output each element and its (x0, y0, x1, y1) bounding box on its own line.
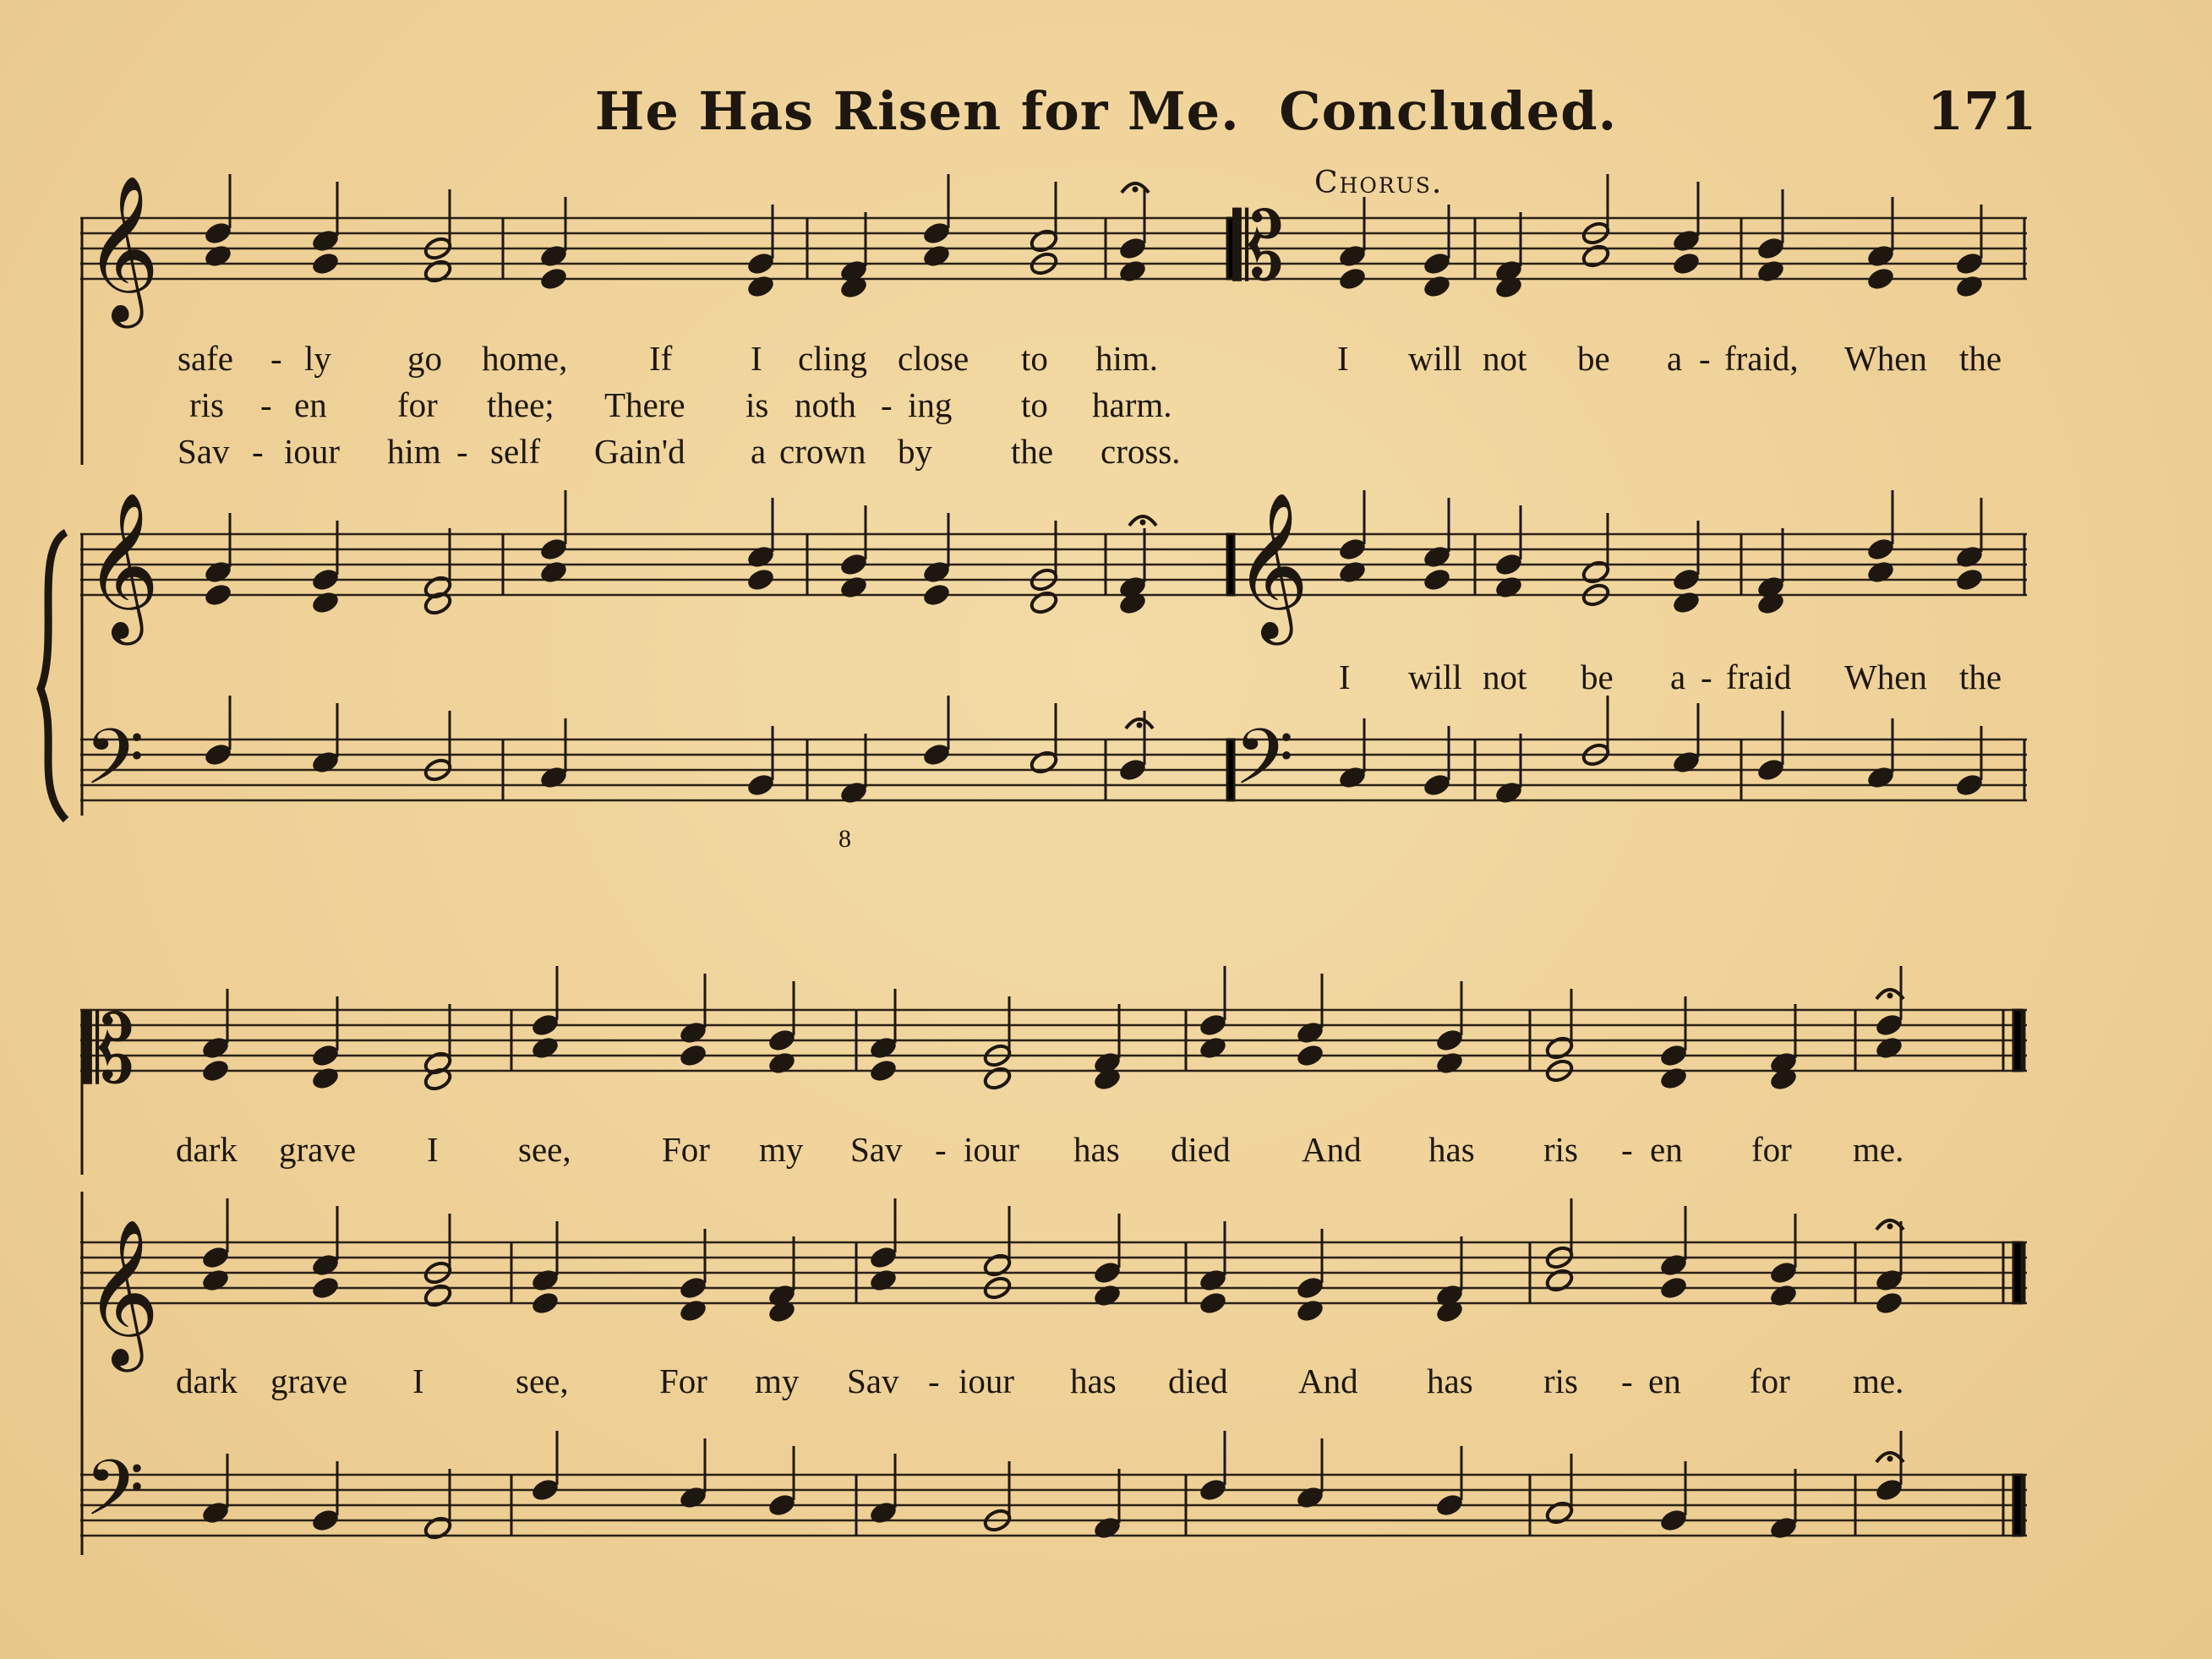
notehead (1494, 780, 1524, 806)
lyric-syllable: the (1959, 339, 2002, 378)
lyric-syllable: fraid (1726, 658, 1792, 696)
lyric-syllable: see, (518, 1130, 571, 1169)
notehead (1198, 1012, 1228, 1039)
notehead (1422, 274, 1452, 300)
lyric-syllable: died (1171, 1130, 1231, 1169)
notehead (200, 1500, 231, 1526)
lyric-syllable: When (1844, 339, 1927, 378)
lyric-syllable: fraid, (1724, 339, 1799, 378)
fermata-dot (1887, 1456, 1892, 1461)
notehead (1756, 259, 1786, 285)
lyric-syllable: has (1428, 1130, 1475, 1169)
notehead (1434, 1051, 1465, 1077)
lyric-syllable: my (755, 1362, 800, 1400)
lyric-syllable: harm. (1092, 385, 1172, 424)
lyric-syllable: for (1751, 1130, 1792, 1169)
lyric-hyphen: - (252, 432, 264, 471)
notehead (1092, 1515, 1122, 1542)
lyric-syllable: grave (270, 1362, 348, 1400)
notehead (1658, 1066, 1689, 1092)
lyric-syllable: close (898, 339, 969, 378)
lyric-syllable: the (1011, 432, 1054, 471)
notehead (921, 582, 952, 608)
bass-clef-icon: 𝄢 (1234, 712, 1294, 821)
lyric-syllable: I (1337, 339, 1349, 378)
double-barline (1227, 739, 1234, 800)
lyric-syllable: self (490, 432, 541, 471)
lyric-syllable: has (1073, 1130, 1120, 1169)
page-number: 171 (1927, 80, 2037, 142)
notehead (767, 1051, 797, 1077)
notehead (1337, 243, 1368, 270)
notehead (1865, 266, 1896, 292)
notehead (1337, 537, 1368, 563)
notehead (1671, 750, 1701, 776)
alto-clef-icon: 𝄡 (83, 996, 135, 1104)
lyric-syllable: dark (176, 1362, 238, 1400)
notehead (1295, 1275, 1325, 1302)
lyric-syllable: a (751, 432, 767, 471)
lyric-syllable: my (759, 1130, 804, 1169)
lyric-hyphen: - (1621, 1362, 1633, 1400)
notehead (1865, 537, 1896, 563)
notes (200, 174, 1985, 1541)
notehead (1768, 1283, 1799, 1309)
lyric-hyphen: - (456, 432, 468, 471)
notehead (1337, 266, 1368, 292)
notehead (1092, 1260, 1122, 1286)
notehead (200, 1058, 231, 1084)
notehead (1198, 1291, 1228, 1317)
lyric-syllable: him (387, 432, 441, 471)
notehead (1756, 236, 1786, 262)
treble-clef-icon: 𝄞 (85, 175, 160, 322)
notehead (1198, 1035, 1228, 1061)
lyric-hyphen: - (1699, 339, 1711, 378)
notehead (1671, 228, 1701, 254)
double-barline (1227, 534, 1234, 595)
notehead (1658, 1275, 1689, 1302)
notehead (1434, 1493, 1465, 1519)
notehead (1954, 544, 1985, 570)
lyric-syllable: be (1577, 339, 1610, 378)
lyric-hyphen: - (260, 385, 272, 424)
notehead (310, 567, 341, 593)
notehead (868, 1268, 898, 1294)
notehead (1337, 559, 1368, 586)
notehead (1117, 259, 1148, 285)
notehead (1434, 1028, 1465, 1054)
lyric-syllable: There (604, 385, 685, 424)
notehead (1422, 251, 1452, 277)
notehead (1422, 567, 1452, 593)
lyric-syllable: the (1959, 658, 2002, 696)
lyric-syllable: noth (795, 385, 856, 424)
lyric-syllable: has (1427, 1362, 1473, 1400)
notehead (203, 559, 233, 586)
lyric-syllable: me. (1853, 1130, 1904, 1169)
lyric-syllable: en (294, 385, 327, 424)
lyric-syllable: me. (1853, 1362, 1904, 1400)
notehead (200, 1035, 231, 1061)
bass-clef-icon: 𝄢 (85, 1443, 145, 1552)
final-barline (2013, 1475, 2022, 1536)
notehead (1198, 1477, 1228, 1503)
lyric-syllable: a (1670, 658, 1686, 696)
notehead (746, 251, 776, 277)
alto-clef-icon: 𝄡 (1232, 193, 1285, 301)
notehead (310, 590, 341, 616)
notehead (1198, 1268, 1228, 1294)
notehead (310, 1275, 341, 1302)
notehead (310, 228, 341, 254)
lyric-syllable: cling (798, 339, 867, 378)
notehead (1671, 567, 1701, 593)
lyric-syllable: dark (176, 1130, 238, 1169)
fermata-dot (1140, 520, 1145, 525)
notehead (1874, 1477, 1904, 1503)
notehead (203, 742, 233, 768)
notehead (1658, 1043, 1689, 1069)
lyric-syllable: for (397, 385, 438, 424)
notehead (530, 1268, 560, 1294)
notehead (1954, 274, 1985, 300)
lyric-syllable: For (659, 1362, 707, 1400)
notehead (310, 1066, 341, 1092)
notehead (678, 1485, 708, 1511)
notehead (1029, 228, 1059, 254)
notehead (310, 1252, 341, 1279)
notehead (538, 559, 569, 586)
notehead (1544, 1035, 1575, 1061)
notehead (1422, 544, 1452, 570)
notehead (310, 251, 341, 277)
notehead (1581, 559, 1611, 586)
lyric-syllable: iour (964, 1130, 1020, 1169)
lyric-syllable: Sav (847, 1362, 899, 1400)
notehead (1494, 575, 1524, 601)
notehead (1295, 1020, 1325, 1046)
title-suffix: Concluded. (1279, 80, 1618, 142)
notehead (921, 559, 952, 586)
notehead (1865, 559, 1896, 586)
lyric-syllable: crown (779, 432, 866, 471)
notehead (538, 266, 569, 292)
fermata-dot (1887, 1224, 1892, 1229)
notehead (1671, 590, 1701, 616)
lyric-syllable: thee; (487, 385, 554, 424)
notehead (868, 1500, 898, 1526)
notehead (538, 765, 569, 791)
notehead (746, 772, 776, 799)
lyric-syllable: is (746, 385, 769, 424)
notehead (982, 1066, 1013, 1092)
notehead (203, 243, 233, 270)
lyric-syllable: If (649, 339, 673, 378)
notehead (1874, 1291, 1904, 1317)
notehead (1544, 1268, 1575, 1294)
lyric-syllable: will (1408, 339, 1462, 378)
lyric-syllable: has (1070, 1362, 1117, 1400)
lyric-syllable: en (1650, 1130, 1683, 1169)
treble-clef-icon: 𝄞 (85, 492, 160, 639)
lyric-syllable: ing (908, 385, 953, 424)
notehead (921, 221, 952, 247)
notehead (200, 1268, 231, 1294)
notehead (1865, 243, 1896, 270)
notehead (1295, 1043, 1325, 1069)
lyric-syllable: home, (482, 339, 568, 378)
notehead (423, 1515, 453, 1542)
notehead (1671, 251, 1701, 277)
lyric-syllable: I (1339, 658, 1351, 696)
notehead (767, 1493, 797, 1519)
notehead (1768, 1260, 1799, 1286)
notehead (1768, 1515, 1799, 1542)
lyric-syllable: cross. (1101, 432, 1181, 471)
notehead (868, 1058, 898, 1084)
notehead (423, 1283, 453, 1309)
notehead (1658, 1508, 1689, 1534)
notehead (1117, 757, 1148, 783)
notehead (203, 582, 233, 608)
lyric-hyphen: - (881, 385, 893, 424)
lyric-syllable: grave (279, 1130, 357, 1169)
lyric-syllable: I (427, 1130, 439, 1169)
notehead (1581, 243, 1611, 270)
clefs (83, 175, 1309, 1552)
lyric-syllable: ris (1543, 1130, 1578, 1169)
notehead (1658, 1252, 1689, 1279)
lyric-hyphen: - (1701, 658, 1712, 696)
notehead (838, 552, 869, 578)
notehead (1954, 772, 1985, 799)
notehead (982, 1252, 1013, 1279)
notehead (1422, 772, 1452, 799)
lyric-syllable: died (1168, 1362, 1228, 1400)
lyric-syllable: not (1483, 339, 1527, 378)
notehead (1337, 765, 1368, 791)
notehead (868, 1245, 898, 1271)
lyric-syllable: be (1581, 658, 1614, 696)
notehead (1295, 1485, 1325, 1511)
notehead (423, 259, 453, 285)
notehead (200, 1245, 231, 1271)
lyric-syllable: en (1648, 1362, 1681, 1400)
final-barline (2013, 1010, 2022, 1071)
lyric-syllable: will (1408, 658, 1462, 696)
notehead (678, 1020, 708, 1046)
lyric-syllable: iour (959, 1362, 1015, 1400)
notehead (538, 243, 569, 270)
lyric-syllable: for (1750, 1362, 1790, 1400)
lyric-syllable: safe (178, 339, 234, 378)
treble-clef-icon: 𝄞 (1234, 492, 1309, 639)
notehead (1117, 236, 1148, 262)
bass-clef-icon: 𝄢 (85, 712, 145, 821)
brace-icon (41, 532, 66, 820)
notehead (530, 1035, 560, 1061)
fermata-dot (1133, 187, 1138, 192)
notehead (746, 274, 776, 300)
lyric-syllable: ly (304, 339, 331, 378)
lyric-syllable: When (1844, 658, 1927, 696)
notehead (1874, 1012, 1904, 1039)
notehead (746, 567, 776, 593)
lyric-syllable: see, (516, 1362, 569, 1400)
notehead (1756, 757, 1786, 783)
staff-lines (80, 218, 2027, 1536)
fermata-dot (1887, 993, 1892, 998)
barlines (82, 218, 2024, 1555)
notehead (1954, 251, 1985, 277)
lyric-syllable: I (412, 1362, 424, 1400)
notehead (1865, 765, 1896, 791)
notehead (767, 1028, 797, 1054)
notehead (678, 1275, 708, 1302)
lyric-syllable: Gain'd (594, 432, 685, 471)
notehead (868, 1035, 898, 1061)
notehead (310, 1043, 341, 1069)
treble-clef-icon: 𝄞 (85, 1219, 160, 1366)
notehead (838, 780, 869, 806)
notehead (678, 1043, 708, 1069)
notehead (1954, 567, 1985, 593)
fermata-dot (1137, 723, 1142, 728)
notehead (530, 1012, 560, 1039)
notehead (921, 243, 952, 270)
lyric-syllable: Sav (850, 1130, 903, 1169)
notehead (1029, 750, 1059, 776)
notehead (746, 544, 776, 570)
lyric-syllable: For (662, 1130, 710, 1169)
final-barline (2013, 1242, 2022, 1303)
lyric-syllable: iour (284, 432, 341, 471)
lyric-syllable: go (407, 339, 442, 378)
notehead (310, 1508, 341, 1534)
lyric-syllable: to (1021, 339, 1048, 378)
octave-mark: 8 (838, 825, 851, 853)
lyric-hyphen: - (1621, 1130, 1633, 1169)
lyric-syllable: not (1483, 658, 1527, 696)
notehead (1494, 552, 1524, 578)
notehead (1874, 1035, 1904, 1061)
lyric-syllable: I (751, 339, 762, 378)
lyric-syllable: to (1021, 385, 1048, 424)
title-main: He Has Risen for Me. (594, 80, 1240, 142)
notehead (1544, 1500, 1575, 1526)
lyric-syllable: ris (1543, 1362, 1578, 1400)
lyric-syllable: And (1298, 1362, 1358, 1400)
lyric-syllable: ris (189, 385, 224, 424)
lyric-hyphen: - (928, 1362, 940, 1400)
notehead (530, 1477, 560, 1503)
notehead (678, 1298, 708, 1324)
notehead (838, 575, 869, 601)
lyric-hyphen: - (935, 1130, 947, 1169)
lyric-syllable: by (898, 432, 932, 471)
chorus-label: Chorus. (1314, 166, 1444, 200)
lyric-syllable: him. (1095, 339, 1159, 378)
notehead (1029, 590, 1059, 616)
notehead (203, 221, 233, 247)
notehead (530, 1291, 560, 1317)
notehead (310, 750, 341, 776)
notehead (921, 742, 952, 768)
notehead (1295, 1298, 1325, 1324)
lyric-syllable: And (1302, 1130, 1362, 1169)
lyric-syllable: Sav (178, 432, 230, 471)
lyric-syllable: a (1667, 339, 1683, 378)
notehead (1874, 1268, 1904, 1294)
notehead (1092, 1283, 1122, 1309)
notehead (538, 537, 569, 563)
lyric-hyphen: - (270, 339, 282, 378)
